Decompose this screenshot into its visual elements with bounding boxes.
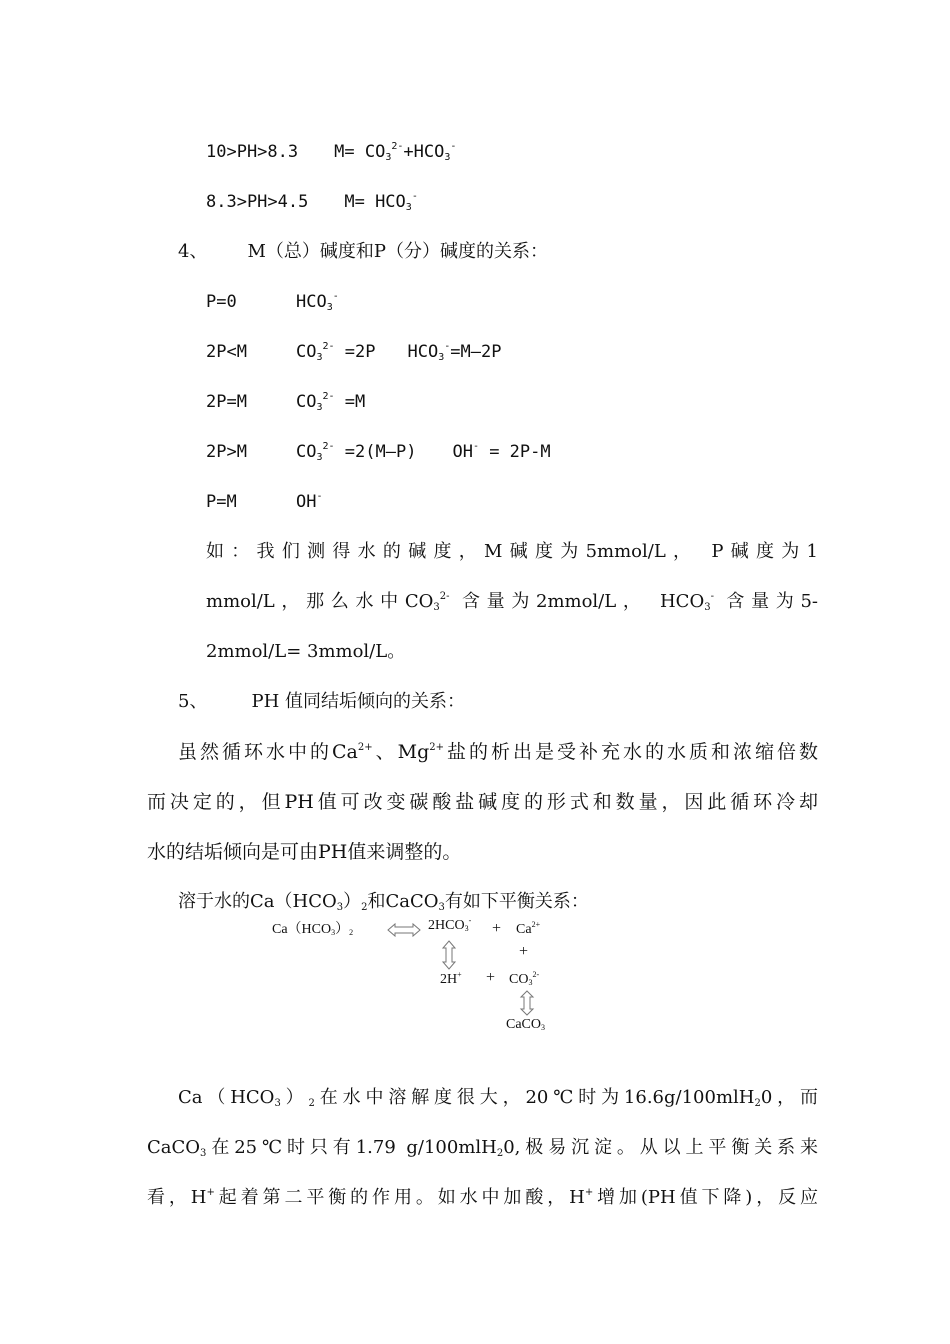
relation-row-p-eq-m-sup: -	[316, 491, 323, 502]
diagram-caco3-text: CaCO	[506, 1017, 541, 1032]
final-para-2-sub2: 2	[496, 1148, 504, 1159]
relation-row-p0-ion: HCO	[296, 292, 327, 312]
example-line-3: 2mmol/L= 3mmol/L。	[206, 641, 406, 662]
final-para-2a: CaCO	[147, 1137, 201, 1158]
equilibrium-intro-d: 有如下平衡关系：	[444, 891, 589, 912]
relation-row-2p-lt-m-co-sub: 3	[316, 352, 323, 363]
alk-range-1-co-sub: 3	[385, 152, 392, 163]
final-para-3b: 起着第二平衡的作用。如水中加酸，H	[214, 1187, 585, 1208]
final-para-line-1	[178, 1086, 818, 1110]
example-line-2-b: 含量为2mmol/L， HCO	[449, 591, 705, 612]
final-para-3-sup2: +	[584, 1187, 594, 1198]
final-para-2-sub1: 3	[200, 1148, 207, 1159]
alk-range-1	[206, 140, 456, 164]
diagram-h-ion	[440, 972, 462, 988]
relation-row-2p-gt-m-oh-sup: -	[472, 441, 479, 452]
alk-range-2-cond: 8.3>PH>4.5	[206, 192, 309, 212]
final-para-3c: 增加(PH值下降)，反应	[593, 1187, 819, 1208]
final-para-1-sub1: 3	[274, 1098, 281, 1109]
diagram-left-close: ）	[335, 922, 350, 937]
diagram-hco3-sup: -	[468, 916, 472, 925]
relation-row-2p-gt-m-eq2: = 2P-M	[478, 442, 551, 462]
section5-para-1c: 盐的析出是受补充水的水质和浓缩倍数	[444, 741, 818, 763]
section4-title: M（总）碱度和P（分）碱度的关系：	[247, 241, 548, 262]
section5-para-line-3: 水的结垢倾向是可由PH值来调整的。	[147, 841, 462, 863]
relation-row-2p-lt-m-eq1: =2P	[334, 342, 376, 362]
diagram-ca-sup: 2+	[531, 920, 541, 929]
final-para-1-sub2: 2	[308, 1098, 315, 1109]
relation-row-p-eq-m	[206, 490, 323, 514]
diagram-left-sub: 3	[331, 928, 336, 937]
example-line-1: 如：我们测得水的碱度，M碱度为5mmol/L， P碱度为1	[206, 541, 818, 562]
alk-range-2-sup: -	[411, 191, 418, 202]
diagram-co3-sup: 2-	[532, 970, 540, 979]
relation-row-p0-sup: -	[332, 291, 339, 302]
relation-row-2p-lt-m-hco: HCO	[407, 342, 439, 362]
double-arrow-vertical-1-icon	[441, 940, 457, 970]
relation-row-p0-sub: 3	[326, 302, 333, 313]
example-line-2-c: 含量为5-	[713, 591, 818, 612]
relation-row-2p-eq-m-co: CO	[296, 392, 317, 412]
relation-row-p0	[206, 290, 339, 314]
diagram-ca-ion	[516, 922, 540, 938]
equilibrium-intro-a: 溶于水的Ca（HCO	[178, 891, 337, 912]
relation-row-p-eq-m-oh: OH	[296, 492, 317, 512]
alk-range-1-co-sup: 2-	[391, 141, 404, 152]
alk-range-1-hco-sup: -	[450, 141, 457, 152]
diagram-left-sub2: 2	[349, 928, 354, 937]
example-co3-sub: 3	[433, 602, 440, 613]
final-para-3a: 看，H	[147, 1187, 207, 1208]
section5-para-1a: 虽然循环水中的Ca	[178, 741, 358, 763]
section4-number: 4、	[178, 241, 208, 262]
section5-para-line-1	[178, 740, 818, 764]
section4-heading	[178, 240, 548, 264]
diagram-hco3	[428, 918, 471, 934]
relation-row-2p-eq-m-sup: 2-	[322, 391, 335, 402]
alk-range-2-m: M= HCO	[344, 192, 406, 212]
relation-row-2p-eq-m-eq: =M	[334, 392, 366, 412]
alk-range-1-hco-sub: 3	[444, 152, 451, 163]
relation-row-2p-eq-m-sub: 3	[316, 402, 323, 413]
diagram-co3-sub: 3	[528, 978, 533, 987]
final-para-2b: 在25℃时只有1.79 g/100mlH	[206, 1137, 497, 1158]
section5-para-1b: 、Mg	[372, 741, 430, 763]
diagram-hco3-text: 2HCO	[428, 918, 465, 933]
relation-row-2p-gt-m-cond: 2P>M	[206, 442, 247, 462]
final-para-1d: 0，而	[760, 1087, 819, 1108]
relation-row-2p-lt-m-hco-sup: -	[444, 341, 451, 352]
diagram-ca-hco3-2	[272, 922, 353, 938]
alk-range-1-cond: 10>PH>8.3	[206, 142, 299, 162]
relation-row-2p-lt-m-co: CO	[296, 342, 317, 362]
ca-charge-sup: 2+	[357, 742, 373, 753]
final-para-1c: 在水中溶解度很大，20℃时为16.6g/100mlH	[314, 1087, 755, 1108]
alk-range-2-sub: 3	[405, 202, 412, 213]
diagram-plus-2: +	[519, 943, 529, 960]
double-arrow-horizontal-icon	[386, 922, 422, 938]
alk-range-2	[206, 190, 418, 214]
relation-row-2p-lt-m	[206, 340, 501, 364]
diagram-co3-ion	[509, 972, 539, 988]
relation-row-2p-gt-m-co: CO	[296, 442, 317, 462]
alk-range-1-m: M=	[334, 142, 365, 162]
equilibrium-intro-c: 和CaCO	[367, 891, 439, 912]
section5-title: PH 值同结垢倾向的关系：	[251, 691, 465, 712]
section5-para-line-2: 而决定的，但PH值可改变碳酸盐碱度的形式和数量，因此循环冷却	[147, 791, 818, 813]
relation-row-2p-lt-m-eq2: =M—2P	[450, 342, 502, 362]
equilibrium-intro-sub2: 2	[361, 902, 368, 913]
diagram-plus-3: +	[486, 969, 496, 986]
relation-row-2p-gt-m-eq1: =2(M—P)	[334, 442, 417, 462]
relation-row-2p-gt-m-co-sup: 2-	[322, 441, 335, 452]
equilibrium-intro	[178, 890, 589, 914]
final-para-1-sub3: 2	[754, 1098, 761, 1109]
section5-number: 5、	[178, 691, 208, 712]
relation-row-2p-eq-m-cond: 2P=M	[206, 392, 247, 412]
final-para-line-3	[147, 1186, 818, 1210]
diagram-hco3-sub: 3	[464, 924, 469, 933]
final-para-1a: Ca（HCO	[178, 1087, 275, 1108]
equilibrium-intro-sub3: 3	[438, 902, 445, 913]
diagram-left-a: Ca（HCO	[272, 922, 332, 937]
example-hco3-sub: 3	[704, 602, 711, 613]
relation-row-2p-eq-m	[206, 390, 365, 414]
final-para-line-2	[147, 1136, 818, 1160]
diagram-h-sup: +	[457, 970, 462, 979]
relation-row-p-eq-m-cond: P=M	[206, 492, 237, 512]
diagram-co3-text: CO	[509, 972, 529, 987]
relation-row-2p-gt-m-co-sub: 3	[316, 452, 323, 463]
alk-range-1-co: CO	[364, 142, 386, 162]
diagram-h-text: 2H	[440, 972, 458, 987]
final-para-2c: 0,极易沉淀。从以上平衡关系来	[503, 1137, 818, 1158]
diagram-ca-text: Ca	[516, 922, 532, 937]
final-para-1b: ）	[280, 1087, 309, 1108]
example-line-2	[206, 590, 818, 614]
diagram-caco3	[506, 1017, 545, 1033]
relation-row-p0-cond: P=0	[206, 292, 237, 312]
example-co3-sup: 2-	[439, 591, 450, 602]
relation-row-2p-lt-m-cond: 2P<M	[206, 342, 247, 362]
relation-row-2p-gt-m	[206, 440, 551, 464]
relation-row-2p-lt-m-hco-sub: 3	[438, 352, 445, 363]
equilibrium-intro-sub1: 3	[336, 902, 344, 913]
example-line-2-a: mmol/L，那么水中CO	[206, 591, 434, 612]
equilibrium-intro-b: ）	[343, 891, 362, 912]
section5-heading	[178, 690, 465, 714]
example-hco3-sup: -	[710, 591, 714, 602]
double-arrow-vertical-2-icon	[519, 990, 535, 1016]
mg-charge-sup: 2+	[429, 742, 444, 753]
alk-range-1-hco: +HCO	[403, 142, 445, 162]
final-para-3-sup1: +	[206, 1187, 215, 1198]
relation-row-2p-lt-m-co-sup: 2-	[322, 341, 335, 352]
diagram-caco3-sub: 3	[541, 1023, 545, 1032]
relation-row-2p-gt-m-oh: OH	[452, 442, 473, 462]
diagram-plus-1: +	[492, 920, 502, 937]
